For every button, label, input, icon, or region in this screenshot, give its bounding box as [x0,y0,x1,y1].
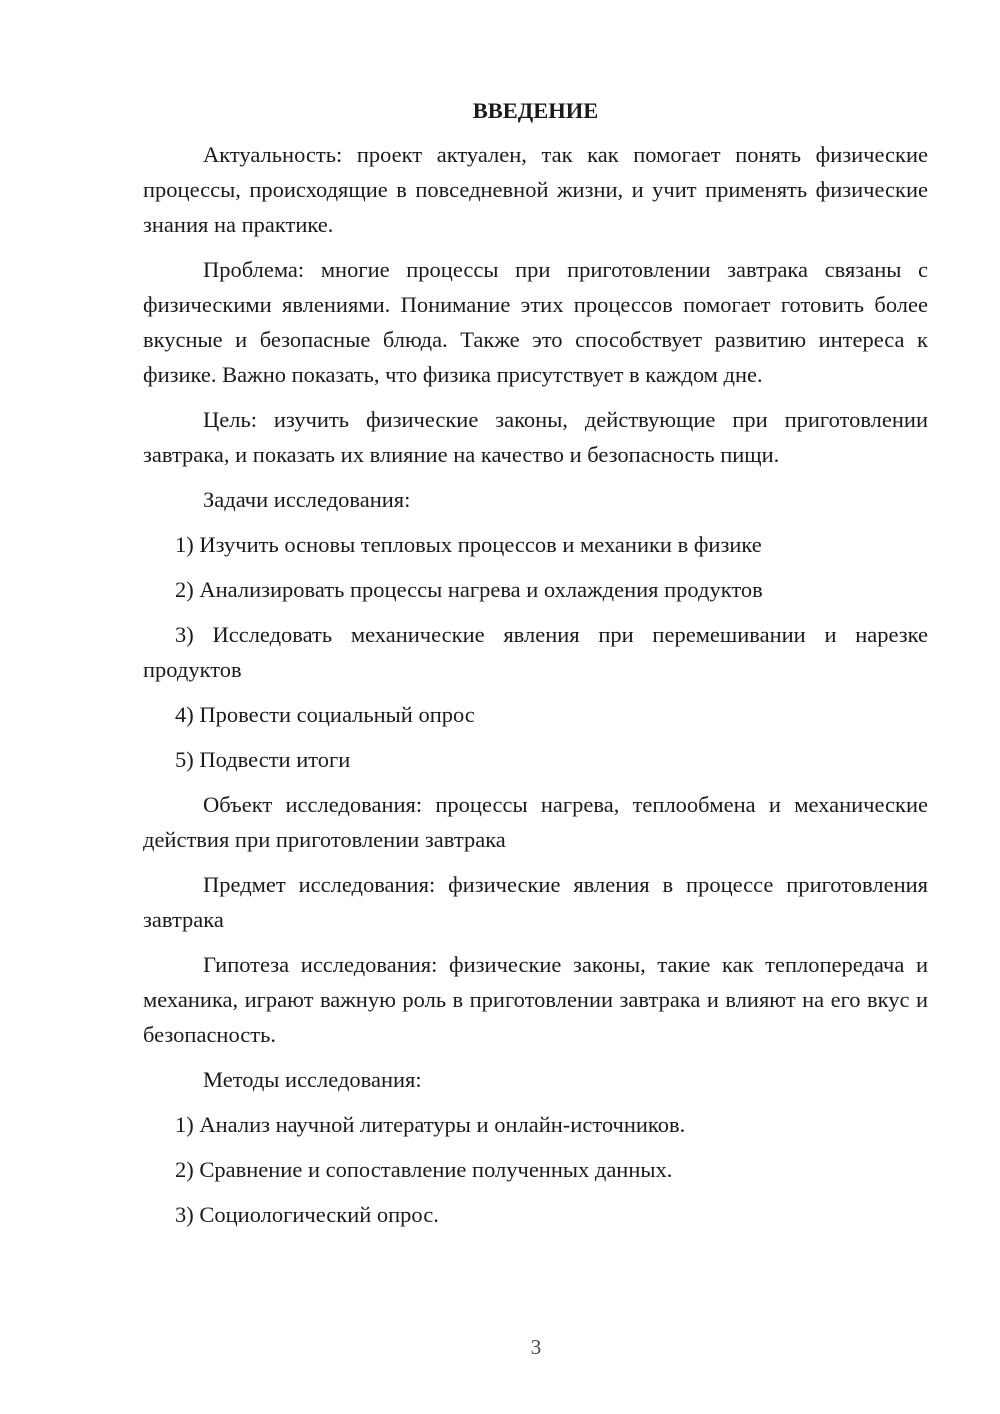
section-title: ВВЕДЕНИЕ [472,98,599,123]
task-item: 2) Анализировать процессы нагрева и охлаждения продуктов [175,577,763,602]
page-number: 3 [530,1335,542,1359]
task-item: 3) Исследовать механические явления при перемешивании и нарезке продуктов [143,622,928,682]
goal-paragraph: Цель: изучить физические законы, действующие при приготовлении завтрака, и показать их влияние на качество и безопасность пищи. [143,407,928,467]
task-item: 1) Изучить основы тепловых процессов и механики в физике [175,532,762,557]
page-content [143,93,928,1242]
task-item: 4) Провести социальный опрос [175,702,475,727]
problem-paragraph: Проблема: многие процессы при приготовлении завтрака связаны с физическими явлениями. Понимание этих процессов помогает готовить более вкусные и безопасные блюда. Также это способствует развитию интереса к физике. Важно показать, что физика присутствует в каждом дне. [143,257,928,387]
object-paragraph: Объект исследования: процессы нагрева, теплообмена и механические действия при приготовлении завтрака [143,792,928,852]
hypothesis-paragraph: Гипотеза исследования: физические законы, такие как теплопередача и механика, играют важную роль в приготовлении завтрака и влияют на его вкус и безопасность. [143,952,928,1047]
relevance-paragraph: Актуальность: проект актуален, так как помогает понять физические процессы, происходящие в повседневной жизни, и учит применять физические знания на практике. [143,142,928,237]
method-item: 2) Сравнение и сопоставление полученных данных. [175,1157,673,1182]
subject-paragraph: Предмет исследования: физические явления в процессе приготовления завтрака [143,872,928,932]
task-item: 5) Подвести итоги [175,747,351,772]
methods-heading: Методы исследования: [203,1067,422,1092]
method-item: 1) Анализ научной литературы и онлайн-источников. [175,1112,686,1137]
tasks-heading: Задачи исследования: [203,487,411,512]
method-item: 3) Социологический опрос. [175,1202,439,1227]
